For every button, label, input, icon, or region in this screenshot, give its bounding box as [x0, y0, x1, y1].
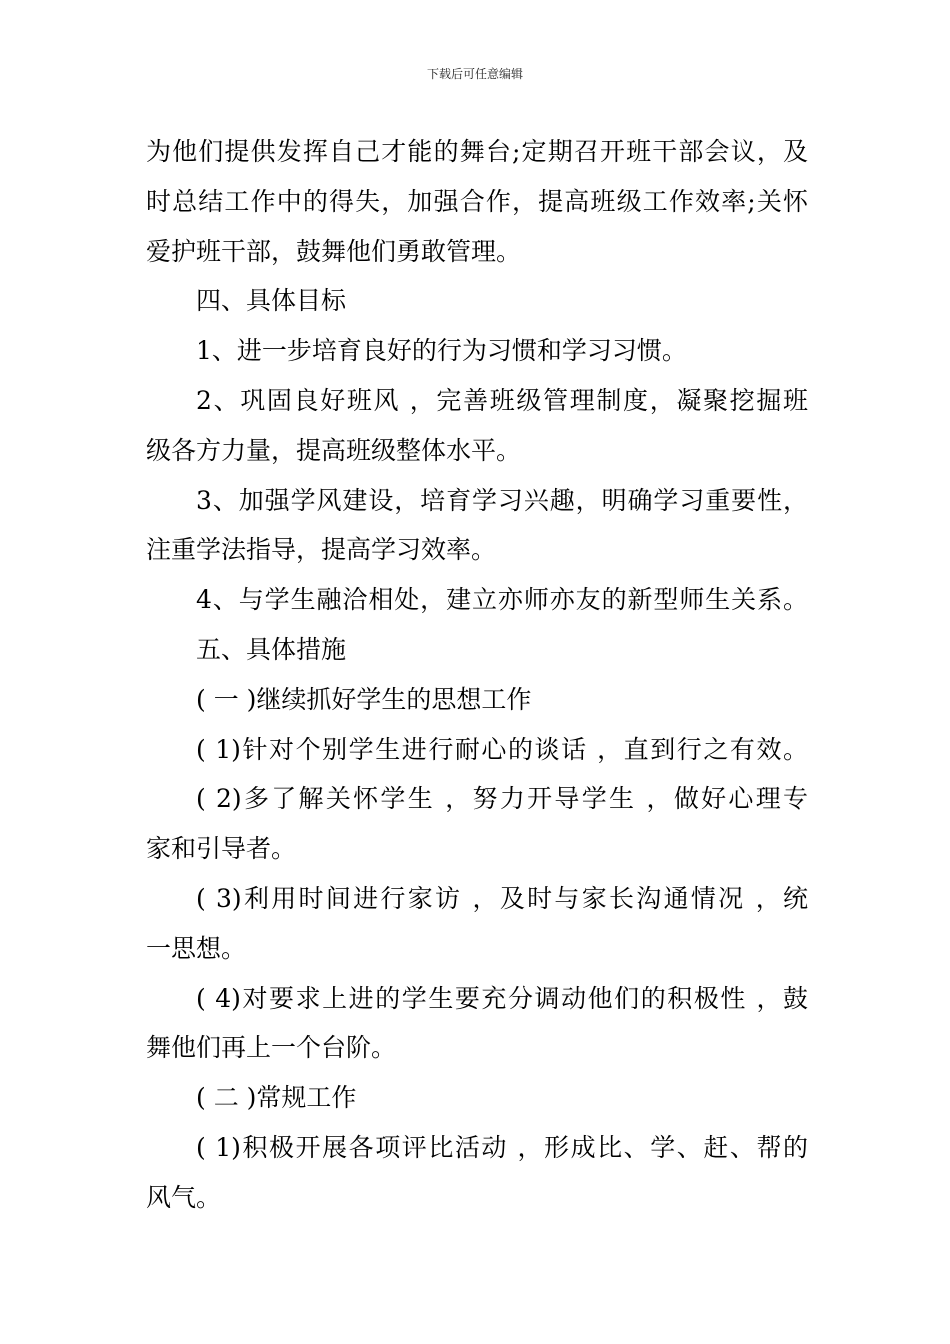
list-item: 3、加强学风建设，培育学习兴趣，明确学习重要性，	[196, 485, 808, 515]
text-line: 时总结工作中的得失，加强合作，提高班级工作效率;关怀	[146, 186, 808, 216]
list-item: ( 2)多了解关怀学生 ，努力开导学生 ，做好心理专	[196, 784, 808, 814]
page-header: 下载后可任意编辑	[426, 67, 523, 81]
section-heading: 四、具体目标	[196, 286, 347, 316]
list-item: 4、与学生融洽相处，建立亦师亦友的新型师生关系。	[196, 585, 808, 615]
section-heading: 五、具体措施	[196, 634, 347, 664]
text-line: 为他们提供发挥自己才能的舞台;定期召开班干部会议，及	[146, 137, 808, 166]
text-line: 舞他们再上一个台阶。	[146, 1033, 397, 1063]
text-line: 风气。	[146, 1182, 222, 1212]
text-line: 家和引导者。	[146, 834, 297, 864]
subsection-heading: ( 二 )常规工作	[196, 1083, 357, 1113]
text-line: 注重学法指导，提高学习效率。	[146, 535, 497, 565]
list-item: 1、进一步培育良好的行为习惯和学习习惯。	[196, 336, 687, 366]
list-item: ( 1)积极开展各项评比活动 ，形成比、学、赶、帮的	[196, 1132, 808, 1162]
list-item: ( 3)利用时间进行家访 ，及时与家长沟通情况 ，统	[196, 883, 808, 913]
text-line: 级各方力量，提高班级整体水平。	[146, 435, 522, 465]
list-item: ( 4)对要求上进的学生要充分调动他们的积极性 ，鼓	[196, 983, 808, 1013]
text-line: 一思想。	[146, 933, 247, 963]
list-item: ( 1)针对个别学生进行耐心的谈话 ，直到行之有效。	[196, 734, 808, 764]
text-line: 爱护班干部，鼓舞他们勇敢管理。	[146, 236, 522, 266]
subsection-heading: ( 一 )继续抓好学生的思想工作	[196, 684, 532, 714]
list-item: 2、巩固良好班风 ，完善班级管理制度，凝聚挖掘班	[196, 385, 808, 415]
document-body	[146, 127, 808, 1223]
